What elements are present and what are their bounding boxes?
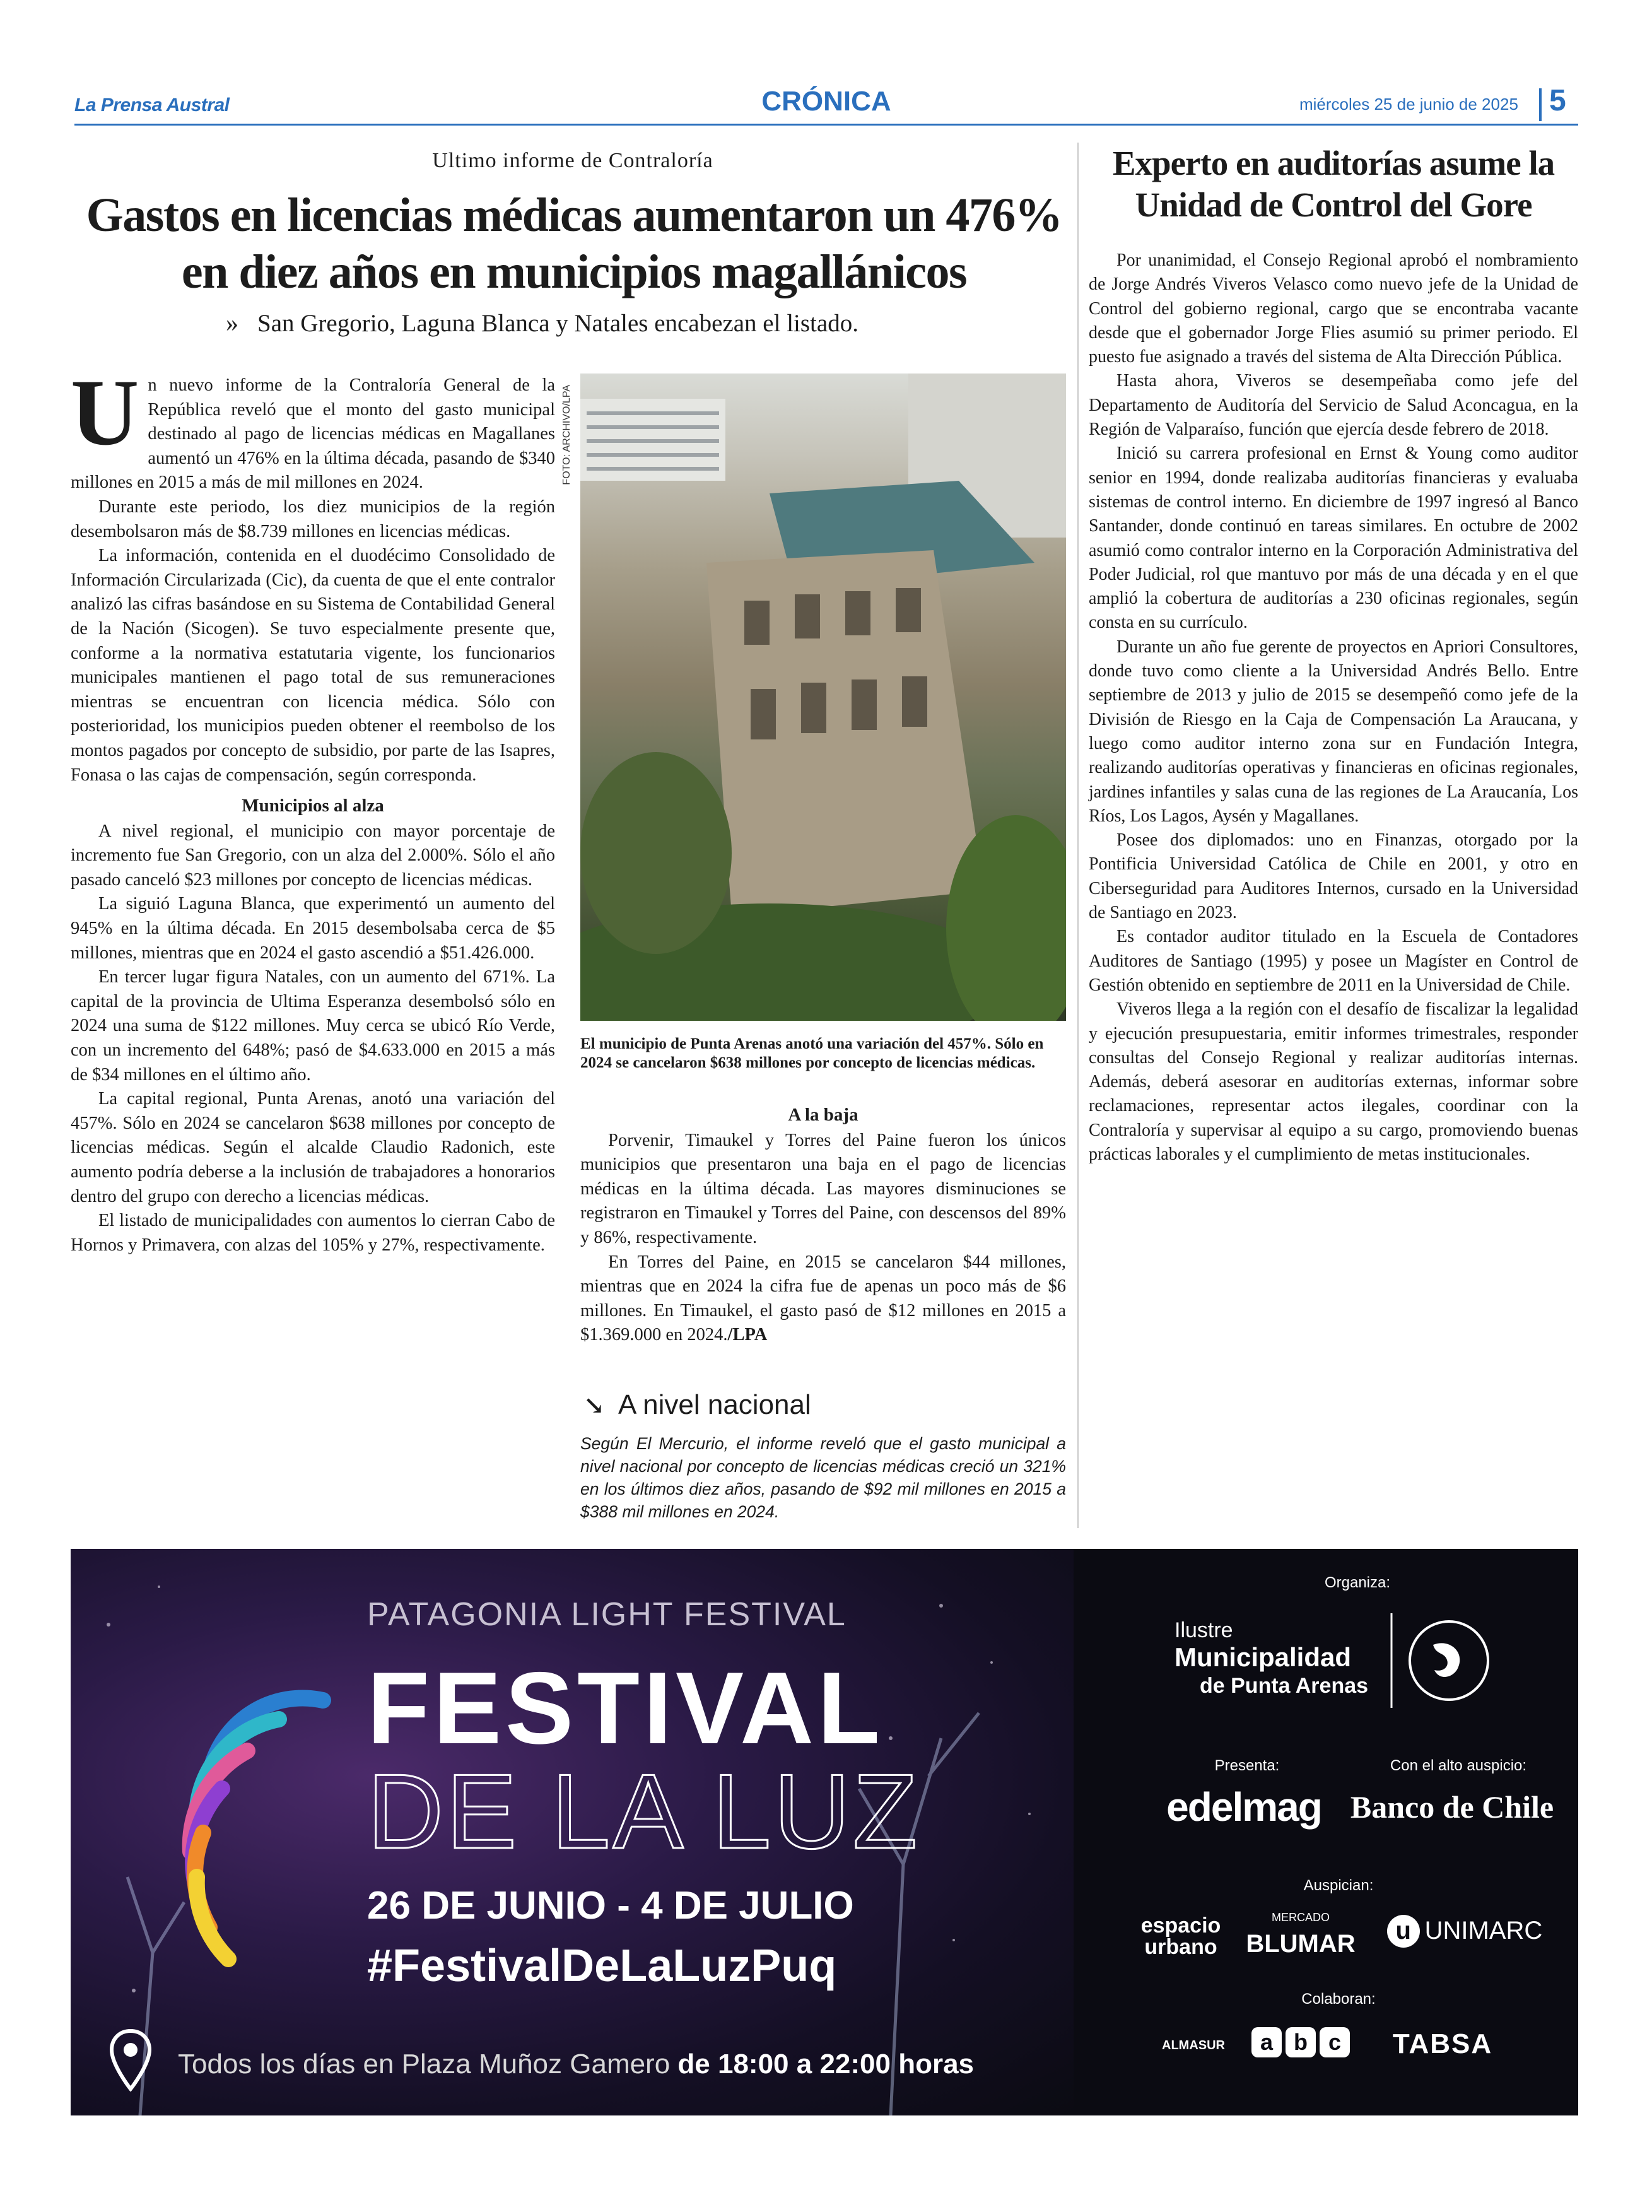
side-article-body — [1089, 249, 1578, 1167]
drop-cap: U — [71, 360, 139, 465]
header-rule — [74, 124, 1578, 126]
presenta-label: Presenta: — [1214, 1757, 1280, 1774]
sponsor-unimarc-logo: u UNIMARC — [1370, 1915, 1559, 1948]
article-paragraph: La siguió Laguna Blanca, que experimentó un aumento del 945% en la última década. En 2015 desembolsaba cerca de $5 millones, mientras que en 2024 el gasto ascendió a $51.426.000. — [71, 894, 555, 963]
colaboran-label: Colaboran: — [1301, 1991, 1376, 2008]
article-paragraph: Por unanimidad, el Consejo Regional aprobó el nombramiento de Jorge Andrés Viveros Velasco como nuevo jefe de la Unidad de Control del gobierno regional, cargo que se encontraba vacante desde que el gobernador Jorge Flies asumió su primer periodo. El puesto fue asignado a través del sistema de Alta Dirección Pública. — [1089, 250, 1578, 367]
page-number: 5 — [1549, 84, 1566, 117]
article-paragraph: Posee dos diplomados: uno en Finanzas, otorgado por la Pontificia Universidad Católica de Chile en 2001, y otro en Ciberseguridad para Auditores Internos, cursado en la Universidad de Santiago en 2023. — [1089, 830, 1578, 923]
article-column-2 — [580, 1103, 1066, 1348]
organiza-label: Organiza: — [1324, 1574, 1391, 1591]
arrow-down-right-icon: ↘ — [583, 1391, 605, 1420]
article-paragraph: El listado de municipalidades con aumentos lo cierran Cabo de Hornos y Primavera, con alzas del 105% y 27%, respectivamente. — [71, 1211, 555, 1255]
city-seal-icon — [1389, 1607, 1496, 1714]
article-paragraph: A nivel regional, el municipio con mayor porcentaje de incremento fue San Gregorio, con un alza del 2.000%. Sólo el año pasado canceló $23 millones por concepto de licencias médicas. — [71, 821, 555, 890]
article-subhead: Municipios al alza — [242, 796, 384, 816]
ad-title-festival: FESTIVAL — [367, 1651, 884, 1765]
location-pin-icon — [108, 2028, 153, 2091]
sponsor-edelmag-logo: edelmag — [1166, 1784, 1321, 1830]
sponsor-espacio-urbano-logo: espacio urbano — [1140, 1914, 1221, 1959]
building-photo-illustration — [580, 374, 1066, 1021]
issue-date: miércoles 25 de junio de 2025 — [1299, 95, 1518, 114]
ad-location-line: Todos los días en Plaza Muñoz Gamero de 18:00 a 22:00 horas — [178, 2049, 975, 2080]
alto-auspicio-label: Con el alto auspicio: — [1390, 1757, 1527, 1774]
ad-dates: 26 DE JUNIO - 4 DE JULIO — [367, 1884, 854, 1927]
article-subhead: A la baja — [788, 1105, 858, 1125]
festival-advertisement — [71, 1549, 1578, 2115]
header-divider — [1539, 88, 1542, 121]
box-title: A nivel nacional — [618, 1389, 811, 1420]
column-divider — [1077, 143, 1079, 1528]
sponsor-banco-de-chile-logo: Banco de Chile — [1350, 1789, 1554, 1825]
sponsor-mercado-label: MERCADO — [1271, 1911, 1330, 1924]
article-column-1 — [71, 360, 555, 1257]
newspaper-brand: La Prensa Austral — [74, 95, 230, 115]
article-photo — [580, 374, 1066, 1021]
auspician-label: Auspician: — [1303, 1877, 1374, 1894]
side-article-headline: Experto en auditorías asume la Unidad de Control del Gore — [1112, 144, 1555, 224]
muni-logo-line1: Ilustre — [1175, 1618, 1233, 1642]
article-paragraph: Durante un año fue gerente de proyectos en Apriori Consultores, donde tuvo como cliente a la Universidad Andrés Bello. Entre septiembre de 2013 y julio de 2015 se desempeñó como jefe de la División de Riesgo en la Caja de Compensación La Araucana, y luego como auditor interno zona sur en Fundación Integra, realizando auditorías operativas y financieras en oficinas regionales, jardines infantiles y salas cuna de las regiones de La Araucanía, Los Ríos, Los Lagos, Aysén y Magallanes. — [1089, 637, 1578, 826]
article-paragraph: Es contador auditor titulado en la Escuela de Contadores Auditores de Santiago (1995) y posee un Magíster en Control de Gestión obtenido en septiembre de 2011 en la Universidad de Chile. — [1089, 927, 1578, 995]
article-paragraph: En Torres del Paine, en 2015 se cancelaron $44 millones, mientras que en 2024 la cifra fue de apenas un poco más de $6 millones. En Timaukel, el gasto pasó de $12 millones en 2015 a $1.369.000 en 2024./LPA — [580, 1252, 1066, 1345]
article-subtitle: San Gregorio, Laguna Blanca y Natales encabezan el listado. — [257, 310, 858, 337]
ad-hashtag: #FestivalDeLaLuzPuq — [367, 1941, 837, 1991]
muni-logo-line3: de Punta Arenas — [1200, 1674, 1369, 1698]
sponsor-tabsa-logo: TABSA — [1392, 2028, 1493, 2059]
article-paragraph: Durante este periodo, los diez municipios de la región desembolsaron más de $8.739 millones en licencias médicas. — [71, 497, 555, 541]
article-paragraph: Hasta ahora, Viveros se desempeñaba como jefe del Departamento de Auditoría del Servicio de Salud Aconcagua, en la Región de Valparaíso, función que ejercía desde febrero de 2018. — [1089, 371, 1578, 440]
article-kicker: Ultimo informe de Contraloría — [432, 149, 713, 172]
article-headline: Gastos en licencias médicas aumentaron un 476% en diez años en municipios magallánicos — [86, 189, 1062, 298]
article-paragraph: Inició su carrera profesional en Ernst & Young como auditor senior en 1994, donde realizaba auditorías financieras y evaluaba sistemas de control interno. En diciembre de 1997 ingresó al Banco Santander, donde continuó en tareas similares. En octubre de 2002 asumió como contralor interno en la Corporación Administrativa del Poder Judicial, rol que mantuvo por más de una década y en el que amplió la cobertura de auditorías a 230 oficinas regionales, según consta en su currículo. — [1089, 444, 1578, 633]
article-paragraph: En tercer lugar figura Natales, con un aumento del 671%. La capital de la provincia de Ultima Esperanza desembolsó sólo en 2024 una suma de $122 millones. Muy cerca se ubicó Río Verde, con un incremento del 648%; pasó de $4.633.000 en 2015 a más de $34 millones en el último año. — [71, 967, 555, 1085]
box-text: Según El Mercurio, el informe reveló que el gasto municipal a nivel nacional por concepto de licencias médicas creció un 321% en los últimos diez años, pasando de $92 mil millones en 2015 a $388 mil millones en 2024. — [580, 1434, 1066, 1521]
article-paragraph: La capital regional, Punta Arenas, anotó una variación del 457%. Sólo en 2024 se cancelaron $638 millones por concepto de licencias médicas. Según el alcalde Claudio Radonich, este aumento podría deberse a la inclusión de trabajadores a honorarios dentro del grupo con derecho a licencias médicas. — [71, 1089, 555, 1206]
ad-pretitle: PATAGONIA LIGHT FESTIVAL — [367, 1596, 847, 1633]
article-paragraph: Viveros llega a la región con el desafío de fiscalizar la legalidad y ejecución presupuestaria, emitir informes trimestrales, responder consultas del Consejo Regional y realizar auditorías internas. Además, deberá asesorar en auditorías externas, informar sobre reclamaciones, representar actos ilegales, coordinar con la Contraloría y supervisar al equipo a su cargo, promoviendo buenas prácticas laborales y el cumplimiento de metas institucionales. — [1089, 999, 1578, 1164]
article-signature: /LPA — [727, 1325, 768, 1345]
sponsor-almasur-logo: ALMASUR — [1162, 2038, 1225, 2052]
photo-caption: El municipio de Punta Arenas anotó una variación del 457%. Sólo en 2024 se cancelaron $638 millones por concepto de licencias médicas. — [580, 1035, 1044, 1071]
sponsor-blumar-logo: BLUMAR — [1246, 1930, 1356, 1958]
sponsor-abc-logo: a b c — [1244, 2027, 1357, 2057]
ad-title-de-la-luz: DE LA LUZ — [367, 1752, 920, 1871]
section-title: CRÓNICA — [761, 86, 891, 117]
muni-logo-line2: Municipalidad — [1175, 1642, 1352, 1672]
photo-credit: FOTO: ARCHIVO/LPA — [561, 385, 572, 485]
article-paragraph: Porvenir, Timaukel y Torres del Paine fueron los únicos municipios que presentaron una baja en el pago de licencias médicas en la última década. Las mayores disminuciones se registraron en Timaukel y Torres del Paine, con descensos del 89% y 86%, respectivamente. — [580, 1130, 1066, 1247]
article-paragraph: La información, contenida en el duodécimo Consolidado de Información Circularizada (Cic), da cuenta de que el ente contralor analizó las cifras basándose en su Sistema de Contabilidad General de la Nación (Sicogen). Se tuvo especialmente presente que, conforme a la normativa estatutaria vigente, los funcionarios municipales mantienen el pago total de sus remuneraciones mientras se encuentran con licencia médica. Sólo con posterioridad, los municipios pueden obtener el reembolso de los montos pagados por concepto de subsidio, por parte de las Isapres, Fonasa o las cajas de compensación, según corresponda. — [71, 546, 555, 785]
chevron-right-icon: » — [226, 309, 238, 337]
article-paragraph: Un nuevo informe de la Contraloría General de la República reveló que el monto del gasto municipal destinado al pago de licencias médicas en Magallanes aumentó un 476% en la última década, pasando de $340 millones en 2015 a más de mil millones en 2024. — [71, 360, 555, 493]
